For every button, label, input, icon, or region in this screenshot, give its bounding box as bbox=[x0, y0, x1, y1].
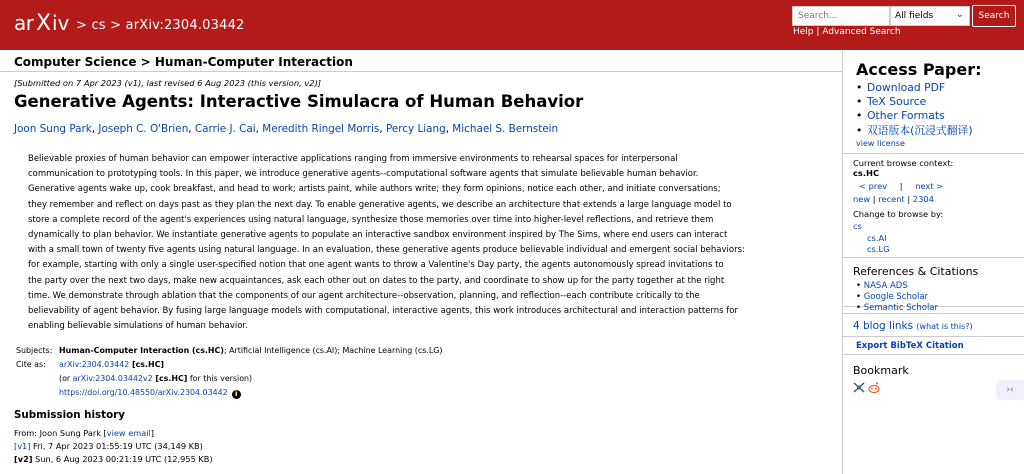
author-list: Joon Sung Park, Joseph C. O'Brien, Carrie J. Cai, Meredith Ringel Morris, Percy Liang, Michael S. Bernstein bbox=[14, 123, 559, 135]
nav-sep: | bbox=[899, 181, 903, 191]
download-pdf-link[interactable]: Download PDF bbox=[867, 81, 946, 94]
bullet-icon: • bbox=[856, 81, 863, 94]
cite-version-link[interactable]: arXiv:2304.03442v2 bbox=[72, 374, 153, 383]
author-link[interactable]: Percy Liang bbox=[385, 123, 446, 135]
bullet-icon: • bbox=[856, 292, 864, 302]
translate-widget-tab[interactable]: ›‹ bbox=[996, 380, 1024, 400]
help-link[interactable]: Help bbox=[793, 27, 814, 37]
access-item bbox=[856, 95, 926, 108]
semantic-scholar-link[interactable]: Semantic Scholar bbox=[863, 303, 939, 313]
advanced-search-link[interactable]: Advanced Search bbox=[822, 27, 901, 37]
sidebar bbox=[842, 50, 1024, 474]
arxiv-logo[interactable] bbox=[14, 9, 74, 37]
cite-value bbox=[59, 360, 164, 369]
search-field-value: All fields bbox=[895, 11, 934, 21]
breadcrumb bbox=[76, 18, 245, 33]
browse-cs-link[interactable]: cs bbox=[853, 221, 862, 231]
ref-item bbox=[856, 303, 938, 313]
change-browse-label: Change to browse by: bbox=[853, 209, 944, 219]
bookmark-title: Bookmark bbox=[853, 364, 909, 377]
bibtex-section bbox=[843, 337, 1024, 355]
blog-links-link[interactable]: 4 blog links bbox=[853, 320, 914, 332]
abstract-line: store a complete record of the agent's experiences using natural language, synthesize those memories over time into higher-level reflections, and retrieve them bbox=[28, 214, 714, 225]
abstract-line: Believable proxies of human behavior can empower interactive applications ranging from immersive environments to rehearsal spaces for interpersonal bbox=[28, 154, 678, 164]
google-scholar-link[interactable]: Google Scholar bbox=[863, 292, 929, 302]
svg-text:ar: ar bbox=[14, 11, 34, 35]
nav-sep: | bbox=[872, 194, 876, 204]
breadcrumb-sep: > bbox=[110, 18, 122, 33]
author-link[interactable]: Michael S. Bernstein bbox=[452, 123, 559, 135]
v2-text: Sun, 6 Aug 2023 00:21:19 UTC (12,955 KB) bbox=[32, 454, 213, 464]
what-is-this-link[interactable]: (what is this?) bbox=[916, 322, 973, 331]
primary-subject: Human-Computer Interaction (cs.HC) bbox=[59, 346, 224, 355]
blog-links-section bbox=[843, 314, 1024, 337]
abstract-line: communication to prototyping tools. In this paper, we introduce generative agents--computational software agents that simulate believable human behavior. bbox=[28, 169, 699, 180]
reddit-icon[interactable] bbox=[868, 382, 880, 393]
abstract-line: for example, starting with only a single user-specified notion that one agent wants to throw a Valentine's Day party, the agents autonomously spread invitations to bbox=[28, 260, 724, 271]
bullet-icon: • bbox=[856, 303, 864, 313]
history-from-pre: From: Joon Sung Park [ bbox=[14, 428, 107, 438]
access-item bbox=[856, 109, 945, 122]
references-title: References & Citations bbox=[853, 265, 979, 278]
view-license-link[interactable]: view license bbox=[856, 139, 905, 148]
listing-nav bbox=[853, 194, 934, 204]
cite-version-tag: [cs.HC] bbox=[152, 374, 188, 383]
submission-history-title: Submission history bbox=[14, 409, 125, 421]
cite-link[interactable]: arXiv:2304.03442 bbox=[59, 360, 130, 369]
doi-value bbox=[59, 388, 241, 399]
month-link[interactable]: 2304 bbox=[912, 194, 934, 204]
v2-label: [v2] bbox=[14, 454, 33, 464]
browse-cs-ai-link[interactable]: cs.AI bbox=[867, 233, 887, 243]
access-paper-section bbox=[843, 50, 1024, 154]
recent-link[interactable]: recent bbox=[878, 194, 905, 204]
bullet-icon: • bbox=[856, 124, 863, 137]
search-input[interactable]: Search... bbox=[792, 6, 890, 26]
help-sep: | bbox=[816, 27, 820, 37]
svg-text:iv: iv bbox=[52, 11, 70, 35]
author-link[interactable]: Carrie J. Cai bbox=[194, 123, 256, 135]
abstract-line: with a small town of twenty five agents using natural language. In an evaluation, these generative agents produce believable individual and emergent social behaviors: bbox=[28, 245, 745, 256]
v1-link[interactable]: [v1] bbox=[14, 441, 31, 451]
svg-text:X: X bbox=[36, 11, 52, 36]
history-from-post: ] bbox=[150, 428, 154, 438]
subjects-label: Subjects: bbox=[16, 346, 53, 355]
doi-link[interactable]: https://doi.org/10.48550/arXiv.2304.03442 bbox=[59, 388, 228, 397]
abstract bbox=[28, 152, 828, 334]
cite-version-value bbox=[59, 374, 252, 383]
abstract-line: Generative agents wake up, cook breakfast, and head to work; artists paint, while authors write; they form opinions, notice each other, and initiate conversations; bbox=[28, 184, 721, 195]
history-from bbox=[14, 428, 154, 438]
abstract-line: enabling believable simulations of human behavior. bbox=[28, 321, 248, 332]
blog-links bbox=[853, 320, 973, 332]
info-icon[interactable]: i bbox=[232, 390, 241, 399]
view-email-link[interactable]: view email bbox=[106, 428, 151, 438]
bilingual-link[interactable]: 双语版本(沉浸式翻译) bbox=[867, 124, 973, 137]
prev-link[interactable]: < prev bbox=[859, 181, 888, 191]
paper-title: Generative Agents: Interactive Simulacra of Human Behavior bbox=[14, 92, 584, 111]
tex-source-link[interactable]: TeX Source bbox=[867, 95, 927, 108]
next-link[interactable]: next > bbox=[915, 181, 944, 191]
abstract-line: the party over the next two days, make new acquaintances, ask each other out on dates to the party, and coordinate to show up for the party together at the right bbox=[28, 275, 725, 286]
bullet-icon: • bbox=[856, 109, 863, 122]
other-formats-link[interactable]: Other Formats bbox=[867, 109, 945, 122]
author-link[interactable]: Joseph C. O'Brien bbox=[98, 123, 189, 135]
ref-item bbox=[856, 292, 928, 302]
search-button[interactable]: Search bbox=[972, 5, 1016, 27]
context-value: cs.HC bbox=[853, 168, 880, 178]
new-link[interactable]: new bbox=[853, 194, 871, 204]
abstract-line: believability of agent behavior. By fusing large language models with computational, interactive agents, this work introduces architectural and interaction patterns for bbox=[28, 306, 738, 317]
browse-cs-lg-link[interactable]: cs.LG bbox=[867, 244, 890, 254]
abstract-line: dynamically to plan behavior. We instantiate generative agents to populate an interactive sandbox environment inspired by The Sims, where end users can interact bbox=[28, 230, 728, 241]
ref-item bbox=[856, 281, 908, 291]
subjects-value bbox=[59, 346, 442, 355]
other-subjects: ; Artificial Intelligence (cs.AI); Machine Learning (cs.LG) bbox=[223, 346, 443, 355]
bullet-icon: • bbox=[856, 95, 863, 108]
subject-path: Computer Science > Human-Computer Interaction bbox=[14, 55, 353, 69]
cite-version-post: for this version) bbox=[187, 374, 253, 383]
history-v1 bbox=[14, 441, 203, 451]
author-link[interactable]: Meredith Ringel Morris bbox=[262, 123, 380, 135]
cite-label: Cite as: bbox=[16, 360, 46, 369]
prev-next-nav bbox=[859, 181, 943, 191]
search-field-select[interactable] bbox=[890, 6, 970, 26]
references-section bbox=[843, 257, 1024, 314]
author-link[interactable]: Joon Sung Park bbox=[14, 123, 92, 135]
abstract-line: they remember and reflect on days past as they plan the next day. To enable generative agents, we describe an architecture that extends a large language model to bbox=[28, 199, 732, 210]
abstract-line: time. We demonstrate through ablation that the components of our agent architecture--observation, planning, and reflection--each contribute critically to the bbox=[28, 290, 700, 301]
bullet-icon: • bbox=[856, 281, 864, 291]
history-v2 bbox=[14, 454, 213, 464]
nav-sep: | bbox=[907, 194, 911, 204]
chevron-down-icon: ⌄ bbox=[955, 9, 964, 20]
access-item bbox=[856, 81, 945, 94]
export-bibtex-link[interactable]: Export BibTeX Citation bbox=[856, 341, 964, 351]
v1-text: Fri, 7 Apr 2023 01:55:19 UTC (34,149 KB) bbox=[30, 441, 203, 451]
help-links bbox=[793, 27, 901, 37]
cite-version-pre: (or bbox=[59, 374, 73, 383]
breadcrumb-sep: > bbox=[76, 18, 88, 33]
access-item bbox=[856, 123, 973, 138]
bibsonomy-icon[interactable] bbox=[853, 382, 865, 393]
nasa-ads-link[interactable]: NASA ADS bbox=[863, 281, 908, 291]
cite-tag: [cs.HC] bbox=[129, 360, 164, 369]
breadcrumb-paper-id: arXiv:2304.03442 bbox=[125, 18, 245, 33]
site-header bbox=[0, 0, 1024, 50]
context-label: Current browse context: bbox=[853, 158, 954, 168]
submission-dates: [Submitted on 7 Apr 2023 (v1), last revised 6 Aug 2023 (this version, v2)] bbox=[14, 78, 322, 88]
access-paper-title: Access Paper: bbox=[856, 60, 982, 79]
breadcrumb-category[interactable]: cs bbox=[91, 18, 106, 33]
subject-bar bbox=[0, 50, 842, 72]
